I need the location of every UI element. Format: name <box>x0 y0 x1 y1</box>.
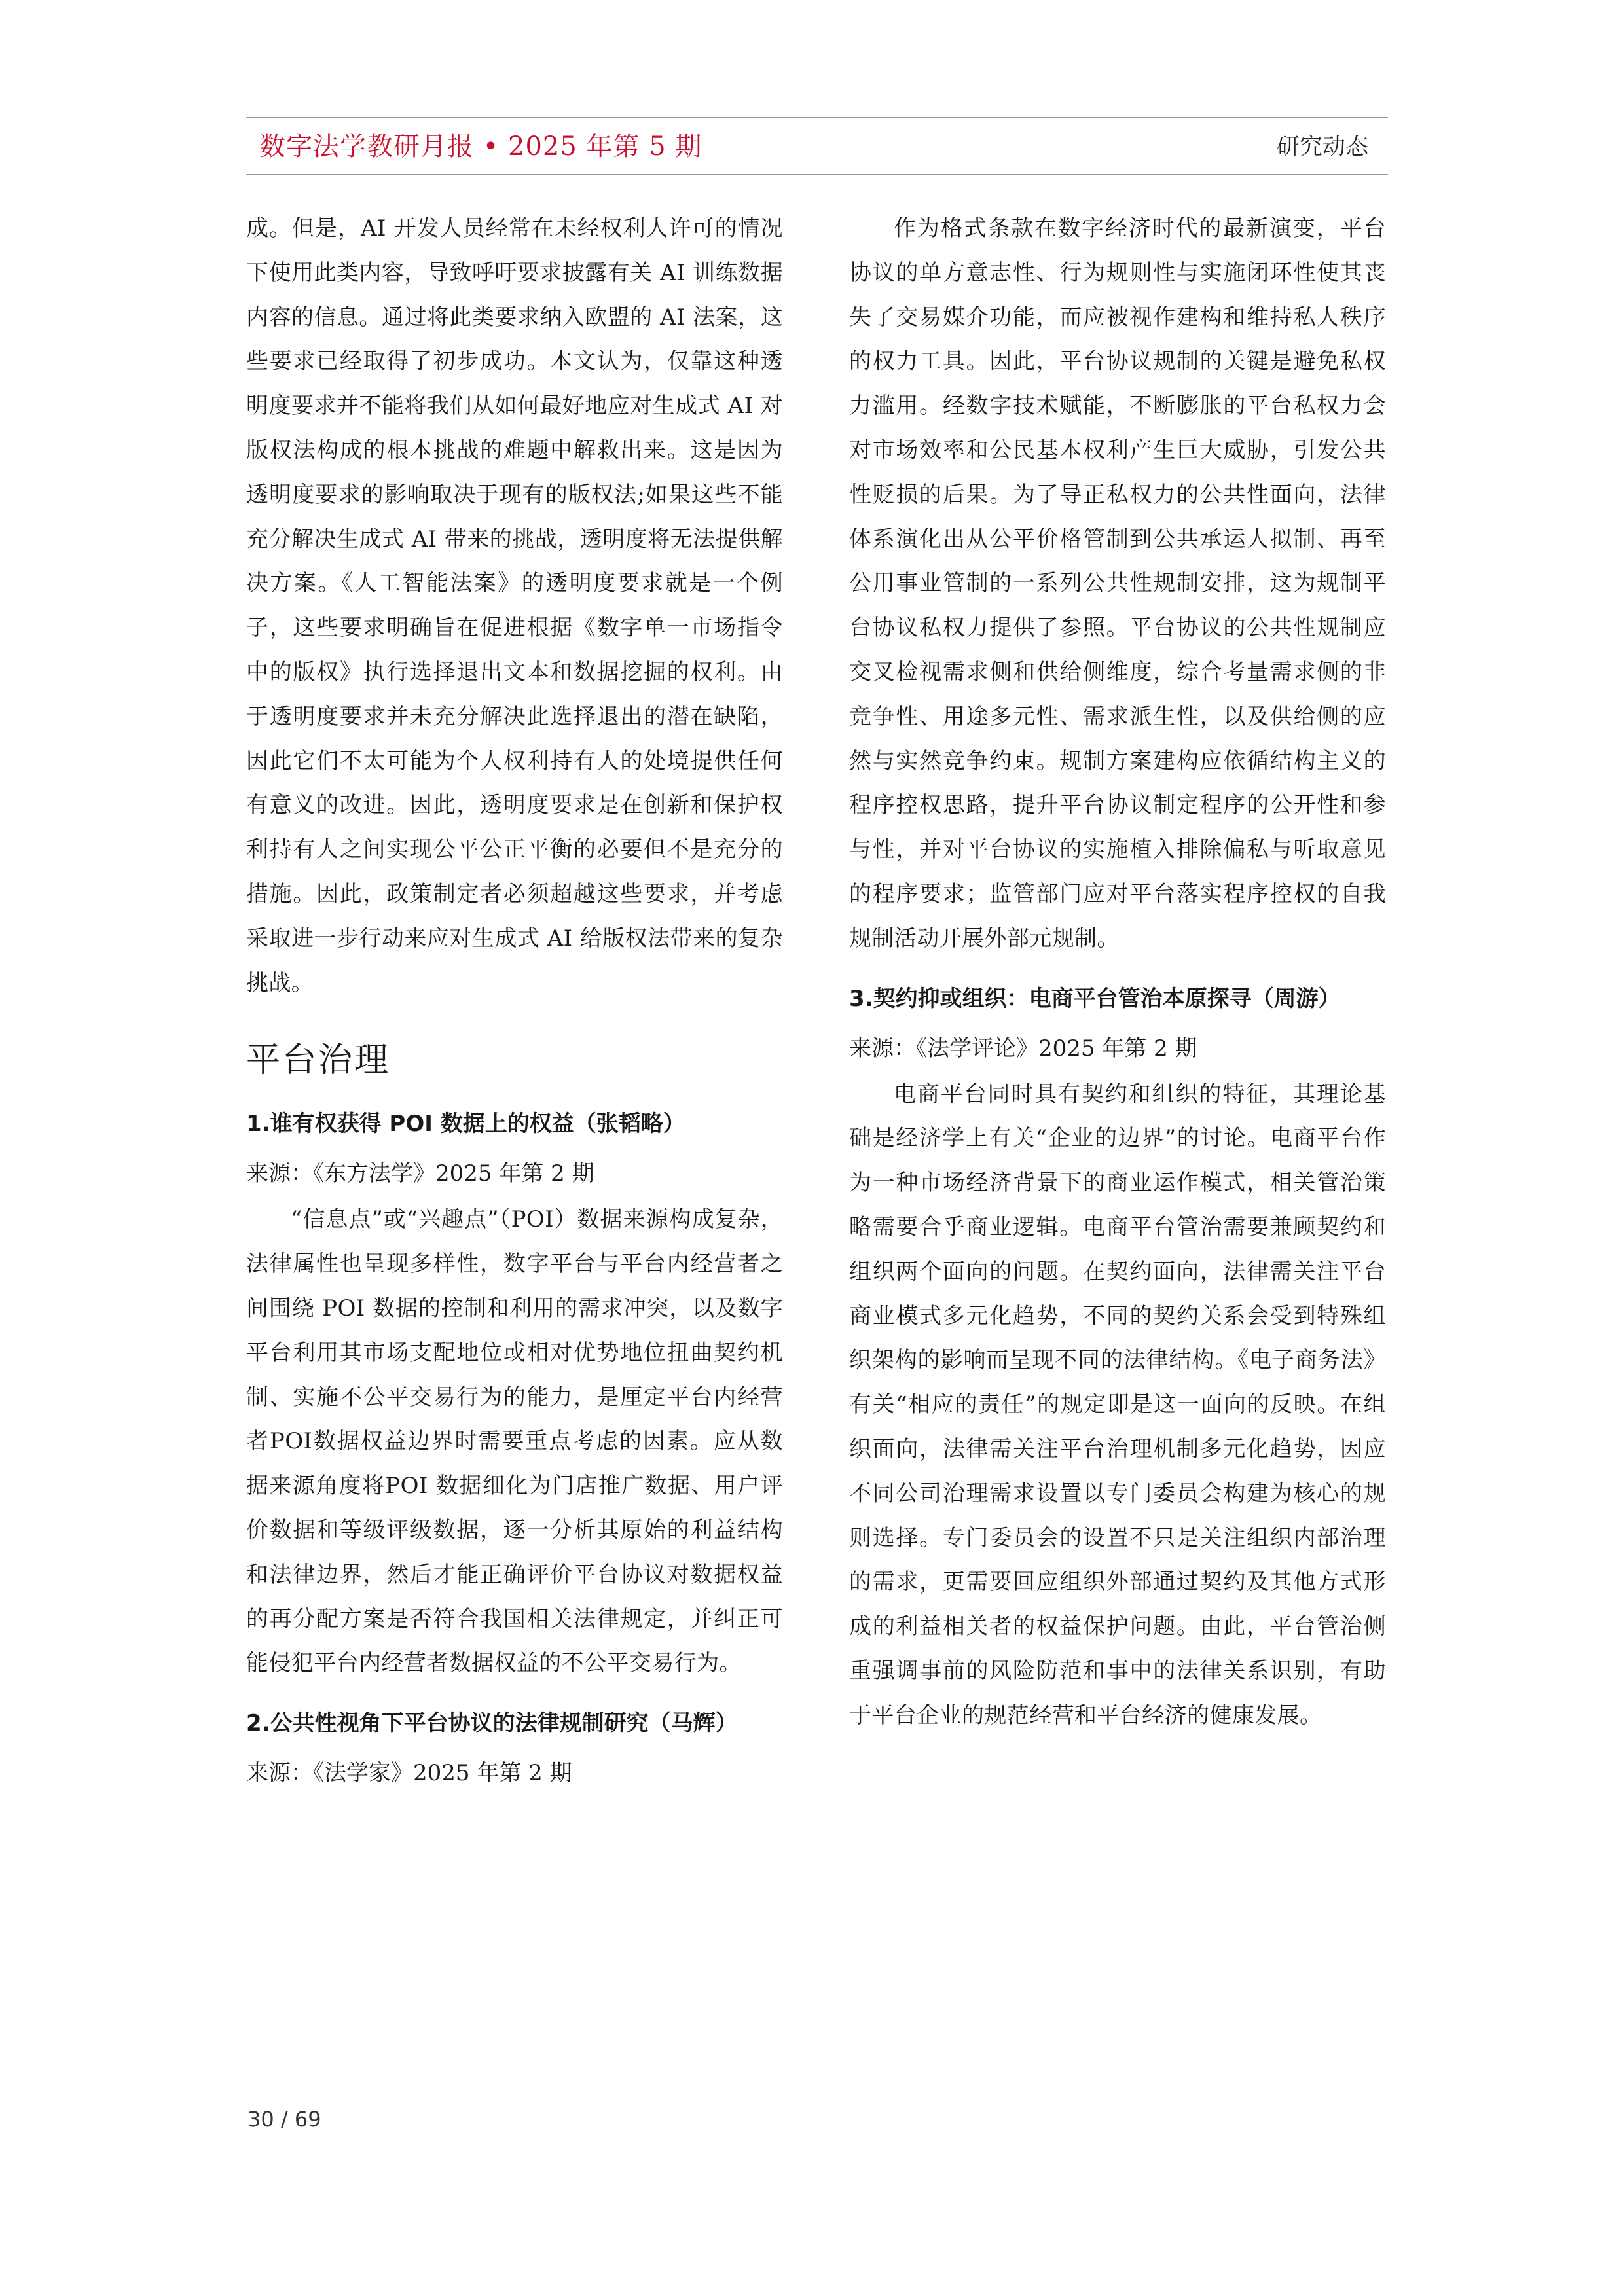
article-body-3: 电商平台同时具有契约和组织的特征，其理论基础是经济学上有关“企业的边界”的讨论。电商平台作为一种市场经济背景下的商业运作模式，相关管治策略需要合乎商业逻辑。电商平台管治需要兼顾契约和组织两个面向的问题。在契约面向，法律需关注平台商业模式多元化趋势，不同的契约关系会受到特殊组织架构的影响而呈现不同的法律结构。《电子商务法》有关“相应的责任”的规定即是这一面向的反映。在组织面向，法律需关注平台治理机制多元化趋势，因应不同公司治理需求设置以专门委员会构建为核心的规则选择。专门委员会的设置不只是关注组织内部治理的需求，更需要回应组织外部通过契约及其他方式形成的利益相关者的权益保护问题。由此，平台管治侧重强调事前的风险防范和事中的法律关系识别，有助于平台企业的规范经营和平台经济的健康发展。 <box>849 1081 1386 1729</box>
article-title-3: 3.契约抑或组织：电商平台管治本原探寻（周游） <box>849 985 1341 1012</box>
article-title-1: 1.谁有权获得 POI 数据上的权益（张韬略） <box>246 1111 685 1138</box>
right-column <box>849 207 1386 1738</box>
article-body-2: 作为格式条款在数字经济时代的最新演变，平台协议的单方意志性、行为规则性与实施闭环性使其丧失了交易媒介功能，而应被视作建构和维持私人秩序的权力工具。因此，平台协议规制的关键是避免私权力滥用。经数字技术赋能，不断膨胀的平台私权力会对市场效率和公民基本权利产生巨大威胁，引发公共性贬损的后果。为了导正私权力的公共性面向，法律体系演化出从公平价格管制到公共承运人拟制、再至公用事业管制的一系列公共性规制安排，这为规制平台协议私权力提供了参照。平台协议的公共性规制应交叉检视需求侧和供给侧维度，综合考量需求侧的非竞争性、用途多元性、需求派生性，以及供给侧的应然与实然竞争约束。规制方案建构应依循结构主义的程序控权思路，提升平台协议制定程序的公开性和参与性，并对平台协议的实施植入排除偏私与听取意见的程序要求；监管部门应对平台落实程序控权的自我规制活动开展外部元规制。 <box>849 215 1386 952</box>
article-body-1: “信息点”或“兴趣点”（POI）数据来源构成复杂，法律属性也呈现多样性，数字平台与平台内经营者之间围绕 POI 数据的控制和利用的需求冲突，以及数字平台利用其市场支配地位或相对优势地位扭曲契约机制、实施不公平交易行为的能力，是厘定平台内经营者POI数据权益边界时需要重点考虑的因素。应从数据来源角度将POI 数据细化为门店推广数据、用户评价数据和等级评级数据，逐一分析其原始的利益结构和法律边界，然后才能正确评价平台协议对数据权益的再分配方案是否符合我国相关法律规定，并纠正可能侵犯平台内经营者数据权益的不公平交易行为。 <box>246 1206 783 1677</box>
article-source-3: 来源：《法学评论》2025 年第 2 期 <box>849 1035 1197 1062</box>
continued-paragraph: 成。但是，AI 开发人员经常在未经权利人许可的情况下使用此类内容，导致呼吁要求披露有关 AI 训练数据内容的信息。通过将此类要求纳入欧盟的 AI 法案，这些要求已经取得了初步成功。本文认为，仅靠这种透明度要求并不能将我们从如何最好地应对生成式 AI 对版权法构成的根本挑战的难题中解救出来。这是因为透明度要求的影响取决于现有的版权法;如果这些不能充分解决生成式 AI 带来的挑战，透明度将无法提供解决方案。《人工智能法案》的透明度要求就是一个例子，这些要求明确旨在促进根据《数字单一市场指令中的版权》执行选择退出文本和数据挖掘的权利。由于透明度要求并未充分解决此选择退出的潜在缺陷，因此它们不太可能为个人权利持有人的处境提供任何有意义的改进。因此，透明度要求是在创新和保护权利持有人之间实现公平公正平衡的必要但不是充分的措施。因此，政策制定者必须超越这些要求，并考虑采取进一步行动来应对生成式 AI 给版权法带来的复杂挑战。 <box>246 215 783 996</box>
journal-title: 数字法学教研月报 • 2025 年第 5 期 <box>259 132 702 162</box>
section-tag: 研究动态 <box>1276 134 1368 160</box>
page-header <box>246 117 1388 175</box>
article-source-1: 来源：《东方法学》2025 年第 2 期 <box>246 1160 594 1187</box>
section-heading: 平台治理 <box>246 1041 391 1081</box>
left-column <box>246 207 783 1797</box>
article-source-2: 来源：《法学家》2025 年第 2 期 <box>246 1760 572 1787</box>
page-number: 30 / 69 <box>247 2107 321 2132</box>
article-title-2: 2.公共性视角下平台协议的法律规制研究（马辉） <box>246 1710 738 1737</box>
